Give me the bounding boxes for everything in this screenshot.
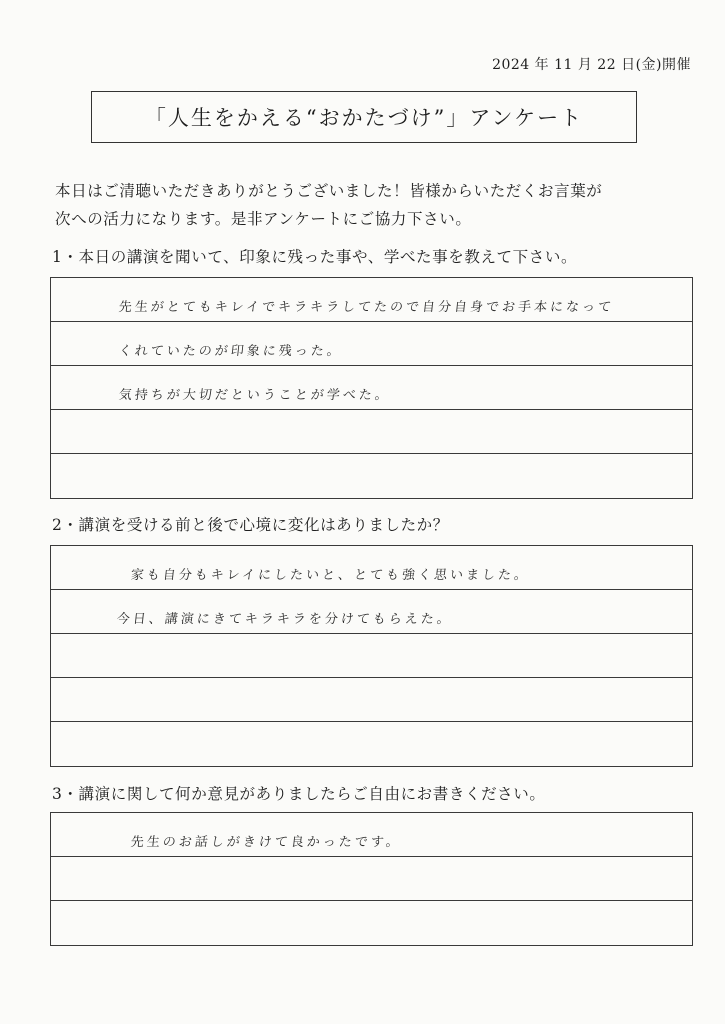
survey-title-box [91, 91, 637, 143]
answer-line [51, 590, 692, 634]
handwritten-answer: 今日、講演にきてキラキラを分けてもらえた。 [116, 612, 454, 627]
answer-line [51, 366, 692, 410]
answer-line [51, 322, 692, 366]
handwritten-answer: 先生がとてもキレイでキラキラしてたので自分自身でお手本になって [118, 300, 615, 315]
answer-line [51, 546, 692, 590]
answer-box-1 [50, 277, 693, 499]
handwritten-answer: 気持ちが大切だということが学べた。 [118, 388, 392, 403]
event-date: 2024 年 11 月 22 日(金)開催 [492, 57, 691, 73]
answer-line [51, 857, 692, 901]
question-2-label: 2・講演を受ける前と後で心境に変化はありましたか？ [52, 516, 449, 534]
answer-line [51, 678, 692, 722]
intro-line-1: 本日はご清聴いただきありがとうございました！皆様からいただくお言葉が [55, 182, 603, 200]
answer-line [51, 634, 692, 678]
answer-box-2 [50, 545, 693, 767]
handwritten-answer: 先生のお話しがきけて良かったです。 [130, 835, 403, 850]
handwritten-answer: くれていたのが印象に残った。 [118, 344, 344, 359]
answer-box-3 [50, 812, 693, 946]
answer-line [51, 722, 692, 766]
intro-line-2: 次への活力になります。是非アンケートにご協力下さい。 [55, 210, 472, 228]
answer-line [51, 813, 692, 857]
survey-title: 「人生をかえる“おかたづけ”」アンケート [144, 106, 584, 130]
answer-line [51, 901, 692, 945]
answer-line [51, 410, 692, 454]
answer-line [51, 278, 692, 322]
question-3-label: 3・講演に関して何か意見がありましたらご自由にお書きください。 [52, 785, 546, 803]
handwritten-answer: 家も自分もキレイにしたいと、とても強く思いました。 [130, 568, 531, 583]
answer-line [51, 454, 692, 498]
intro-text [55, 177, 602, 233]
question-1-label: 1・本日の講演を聞いて、印象に残った事や、学べた事を教えて下さい。 [52, 248, 578, 266]
